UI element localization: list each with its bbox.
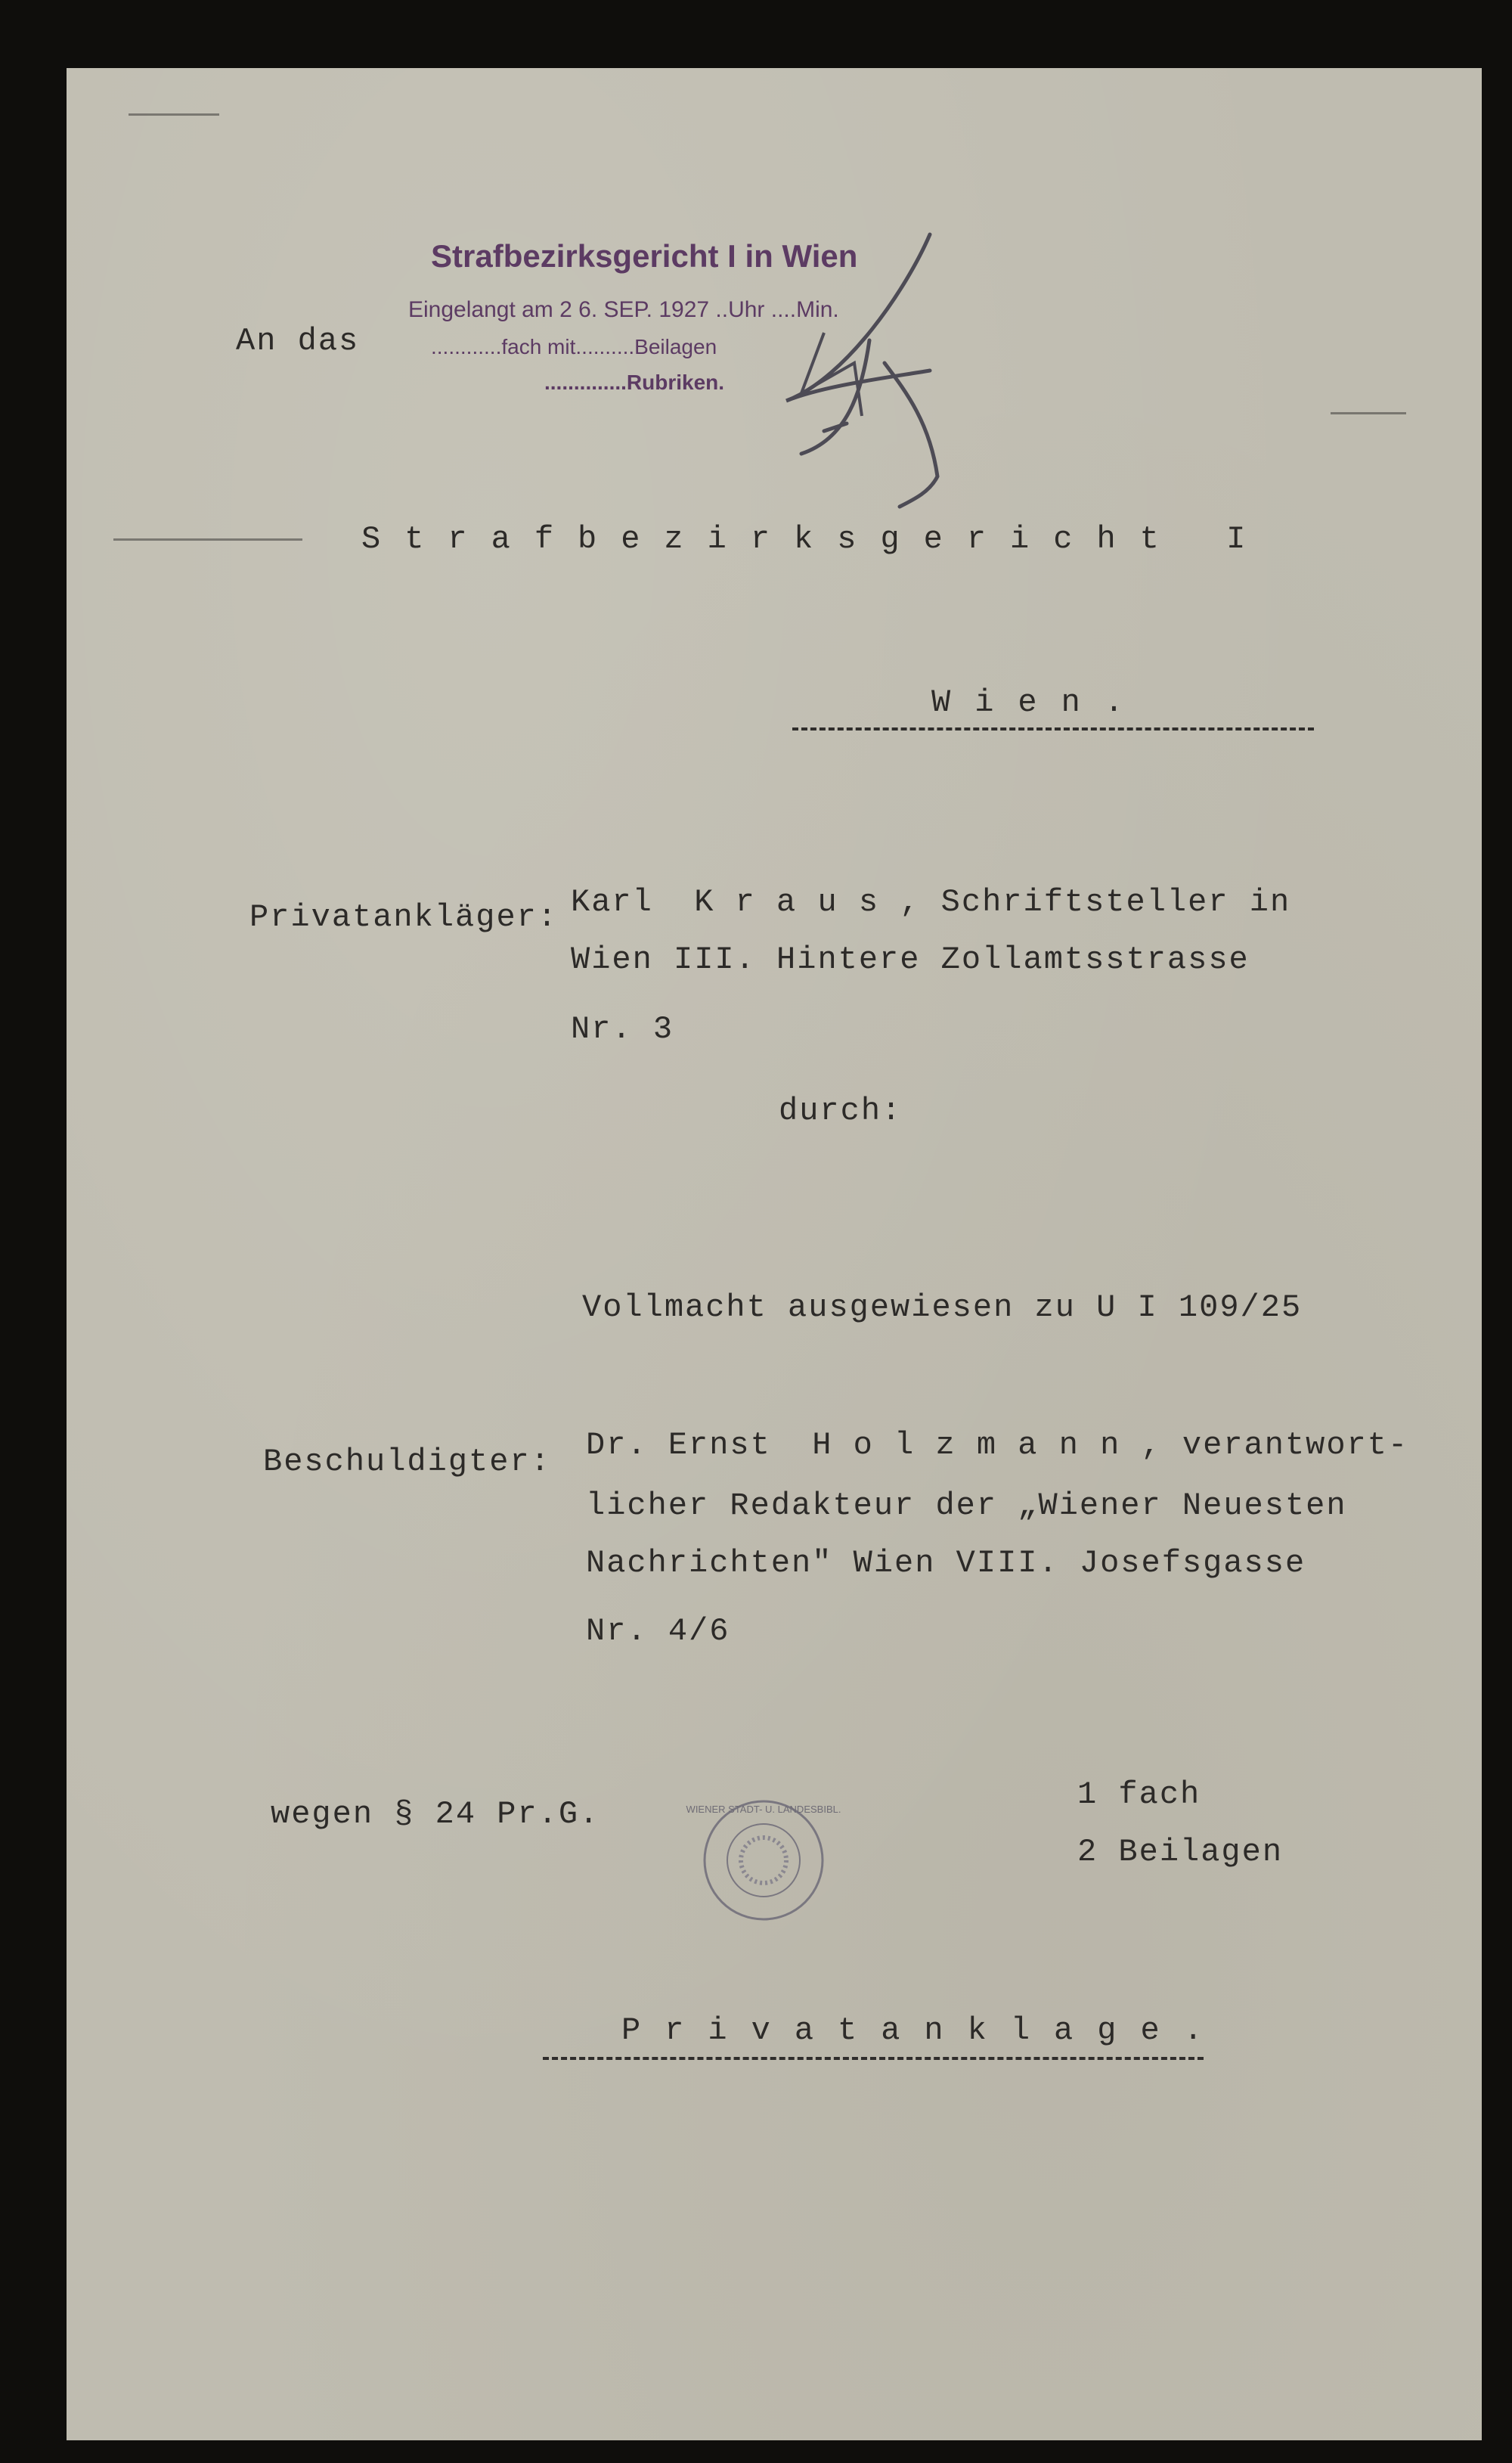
edge-mark: [113, 538, 302, 541]
stamp-received-date: Eingelangt am 2 6. SEP. 1927 ..Uhr ....Min.: [408, 297, 839, 322]
plaintiff-line1: Karl K r a u s , Schriftsteller in: [571, 884, 1291, 920]
court-name: Strafbezirksgericht I: [361, 521, 1270, 557]
stamp-court: Strafbezirksgericht I in Wien: [431, 238, 858, 274]
plaintiff-line2: Wien III. Hintere Zollamtsstrasse: [571, 941, 1250, 978]
defendant-line4: Nr. 4/6: [586, 1613, 730, 1649]
defendant-label: Beschuldigter:: [263, 1444, 551, 1480]
handwritten-mark-icon: [756, 227, 998, 514]
defendant-line2: licher Redakteur der „Wiener Neuesten: [586, 1487, 1347, 1524]
address-prefix: An das: [236, 323, 360, 359]
city-underline: [792, 727, 1314, 731]
stamp-copies: ............fach mit..........Beilagen: [431, 335, 717, 358]
attachments-count: 2 Beilagen: [1077, 1834, 1284, 1870]
document-title: Privatanklage.: [621, 2012, 1227, 2049]
plaintiff-line3: Nr. 3: [571, 1011, 674, 1047]
charge-paragraph: wegen § 24 Pr.G.: [271, 1796, 600, 1832]
court-city: Wien.: [931, 684, 1148, 721]
plaintiff-via: durch:: [779, 1093, 903, 1129]
seal-text: WIENER STADT- U. LANDESBIBL.: [686, 1804, 841, 1815]
edge-mark: [129, 113, 219, 116]
stamp-rubriken: ..............Rubriken.: [544, 371, 725, 394]
copies-count: 1 fach: [1077, 1776, 1201, 1813]
title-underline: [543, 2057, 1204, 2060]
defendant-line1: Dr. Ernst H o l z m a n n , verantwort-: [586, 1427, 1409, 1463]
power-of-attorney: Vollmacht ausgewiesen zu U I 109/25: [582, 1289, 1303, 1326]
library-seal-icon: [686, 1796, 841, 1925]
edge-mark: [1331, 412, 1406, 414]
defendant-line3: Nachrichten" Wien VIII. Josefsgasse: [586, 1545, 1306, 1581]
plaintiff-label: Privatankläger:: [249, 899, 559, 935]
